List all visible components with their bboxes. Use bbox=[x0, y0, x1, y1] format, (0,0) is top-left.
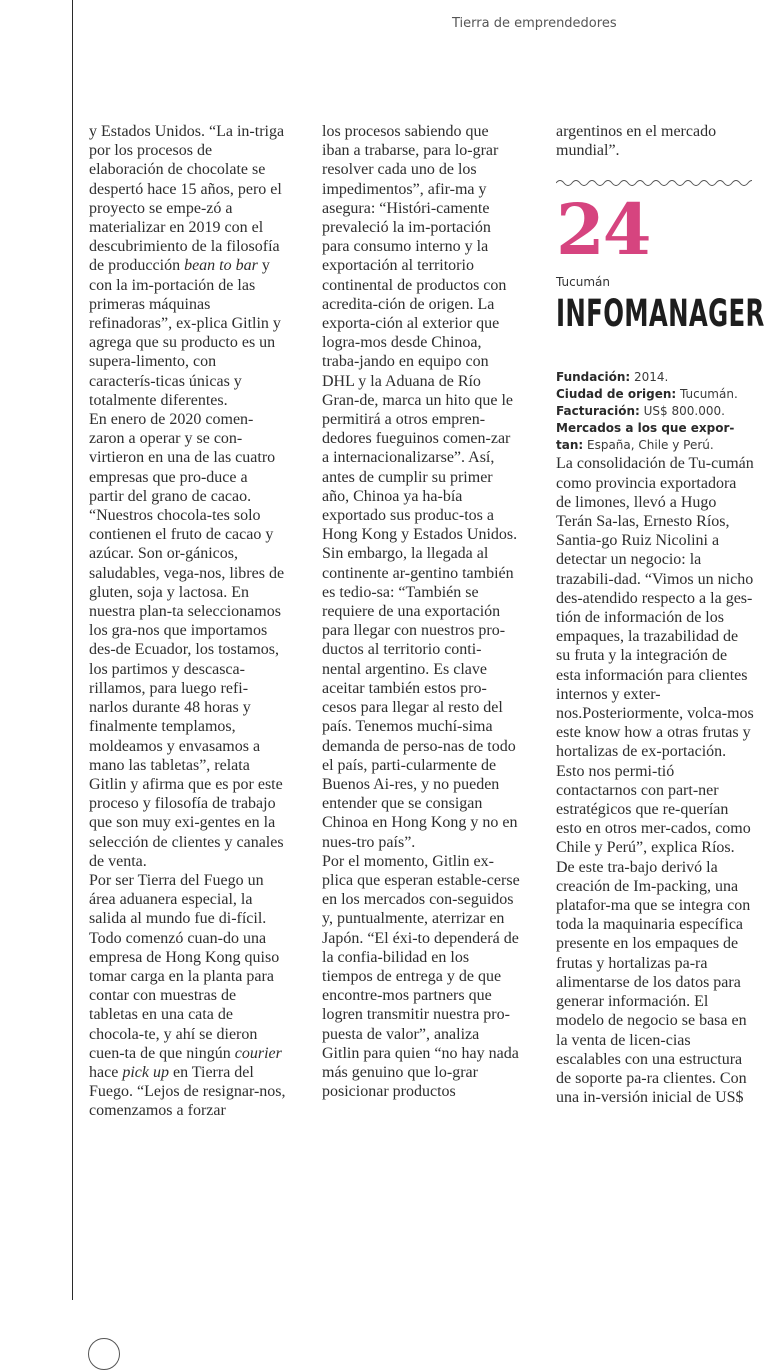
text-run: Por el momento, Gitlin ex-plica que esperan estable-cerse en los mercados con-seguidos y, puntualmente, aterrizar en Japón. “El éxi-to dependerá de la confia-bilidad en los tiempos de entrega y de que encontre-mos partners que logren transmitir nuestra pro-puesta de valor”, analiza Gitlin para quien “no hay nada más genuino que lo-grar posicionar productos bbox=[322, 852, 520, 1101]
column1-paragraph bbox=[89, 871, 286, 1121]
binding-line bbox=[72, 0, 73, 1300]
profile-fact-row bbox=[556, 420, 754, 454]
profile-fact-value: US$ 800.000. bbox=[639, 404, 725, 419]
profile-fact-row bbox=[556, 386, 754, 403]
text-run: y Estados Unidos. “La in-triga por los procesos de elaboración de chocolate se despertó hace 15 años, pero el proyecto se empe-zó a materializar en 2019 con el descubrimiento de la filosofía de producción bbox=[89, 123, 285, 275]
text-run: en Tierra del Fuego. “Lejos de resignar-nos, comenzamos a forzar bbox=[89, 1063, 286, 1120]
article-column-3 bbox=[556, 122, 765, 1107]
profile-fact-row bbox=[556, 369, 754, 386]
profile-body-text: La consolidación de Tu-cumán como provincia exportadora de limones, llevó a Hugo Terán Sa-las, Ernesto Ríos, Santia-go Ruiz Nicolini a detectar un negocio: la trazabili-dad. “Vimos un nicho des-atendido respecto a la ges-tión de información de los empaques, la trazabilidad de su fruta y la integración de esta información para clientes internos y exter-nos.Posteriormente, volca-mos este know how a otras frutas y hortalizas de ex-portación. Esto nos permi-tió contactarnos con part-ner estratégicos que re-querían esto en otros mer-cados, como Chile y Perú”, explica Ríos. De este tra-bajo derivó la creación de Im-packing, una platafor-ma que se integra con toda la maquinaria específica presente en los empaques de frutas y hortalizas pa-ra alimentarse de los datos para generar información. El modelo de negocio se basa en la venta de licen-cias escalables con una estructura de soporte pa-ra clientes. Con una in-versión inicial de US$ bbox=[556, 455, 754, 1107]
page-number-badge bbox=[88, 1338, 120, 1370]
text-run: bean to bar bbox=[184, 257, 258, 275]
text-run: En enero de 2020 comen-zaron a operar y se con-virtieron en una de las cuatro empresas que pro-duce a partir del grano de cacao. “Nuestros chocola-tes solo contienen el fruto de cacao y azúcar. Son or-gánicos, saludables, vega-nos, libres de gluten, soja y lactosa. En nuestra plan-ta seleccionamos los gra-nos que importamos des-de Ecuador, los tostamos, los partimos y descasca-rillamos, para luego refi-narlos durante 48 horas y finalmente templamos, moldeamos y envasamos a mano las tabletas”, relata Gitlin y afirma que es por este proceso y filosofía de trabajo que son muy exi-gentes en la selección de clientes y canales de venta. bbox=[89, 411, 285, 870]
text-run: hace bbox=[89, 1063, 123, 1081]
profile-province: Tucumán bbox=[556, 275, 610, 290]
column1-paragraph bbox=[89, 410, 286, 871]
column1-paragraph bbox=[89, 122, 286, 410]
article-column-2 bbox=[322, 122, 520, 1101]
profile-fact-value: 2014. bbox=[630, 370, 669, 385]
text-run: courier bbox=[234, 1044, 282, 1062]
column3-lead-text: argentinos en el mercado mundial”. bbox=[556, 123, 717, 160]
profile-company-name: INFOMANAGER bbox=[556, 292, 765, 336]
text-run: pick up bbox=[122, 1063, 169, 1081]
column2-paragraph bbox=[322, 122, 520, 852]
text-run: Por ser Tierra del Fuego un área aduanera especial, la salida al mundo fue di-fícil. Todo comenzó cuan-do una empresa de Hong Kong quiso tomar carga en la planta para contar con muestras de tabletas en una cata de chocola-te, y ahí se dieron cuen-ta de que ningún bbox=[89, 871, 280, 1062]
profile-fact-label: Fundación: bbox=[556, 370, 631, 385]
profile-fact-label: Ciudad de origen: bbox=[556, 387, 677, 402]
profile-fact-value: Tucumán. bbox=[676, 387, 738, 402]
running-header: Tierra de emprendedores bbox=[452, 16, 617, 31]
profile-rank-number: 24 bbox=[556, 188, 650, 272]
text-run: los procesos sabiendo que iban a trabarse, para lo-grar resolver cada uno de los impedimentos”, afir-ma y asegura: “Históri-camente prevaleció la im-portación para consumo interno y la exportación al territorio continental de productos con acredita-ción de origen. La exporta-ción al exterior que logra-mos desde Chinoa, traba-jando en equipo con DHL y la Aduana de Río Gran-de, marca un hito que le permitirá a otros empren-dedores fueguinos comen-zar a internacionalizarse”. Así, antes de cumplir su primer año, Chinoa ya ha-bía exportado sus produc-tos a Hong Kong y Estados Unidos. Sin embargo, la llegada al continente ar-gentino también es tedio-sa: “También se requiere de una exportación para llegar con nuestros pro-ductos al territorio conti-nental argentino. Es clave aceitar también estos pro-cesos para llegar al resto del país. Tenemos muchí-sima demanda de perso-nas de todo el país, parti-cularmente de Buenos Ai-res, y no pueden entender que se consigan Chinoa en Hong Kong y no en nues-tro país”. bbox=[322, 123, 518, 851]
profile-fact-label: Facturación: bbox=[556, 404, 640, 419]
column2-paragraph bbox=[322, 852, 520, 1102]
article-column-1 bbox=[89, 122, 286, 1121]
text-run: y con la im-portación de las primeras máquinas refinadoras”, ex-plica Gitlin y agrega que su producto es un supera-limento, con caracterís-ticas únicas y totalmente diferentes. bbox=[89, 257, 281, 409]
profile-fact-row bbox=[556, 403, 754, 420]
profile-fact-label: Mercados a los que expor-tan: bbox=[556, 421, 735, 453]
profile-facts bbox=[556, 369, 754, 454]
profile-fact-value: España, Chile y Perú. bbox=[583, 438, 714, 453]
